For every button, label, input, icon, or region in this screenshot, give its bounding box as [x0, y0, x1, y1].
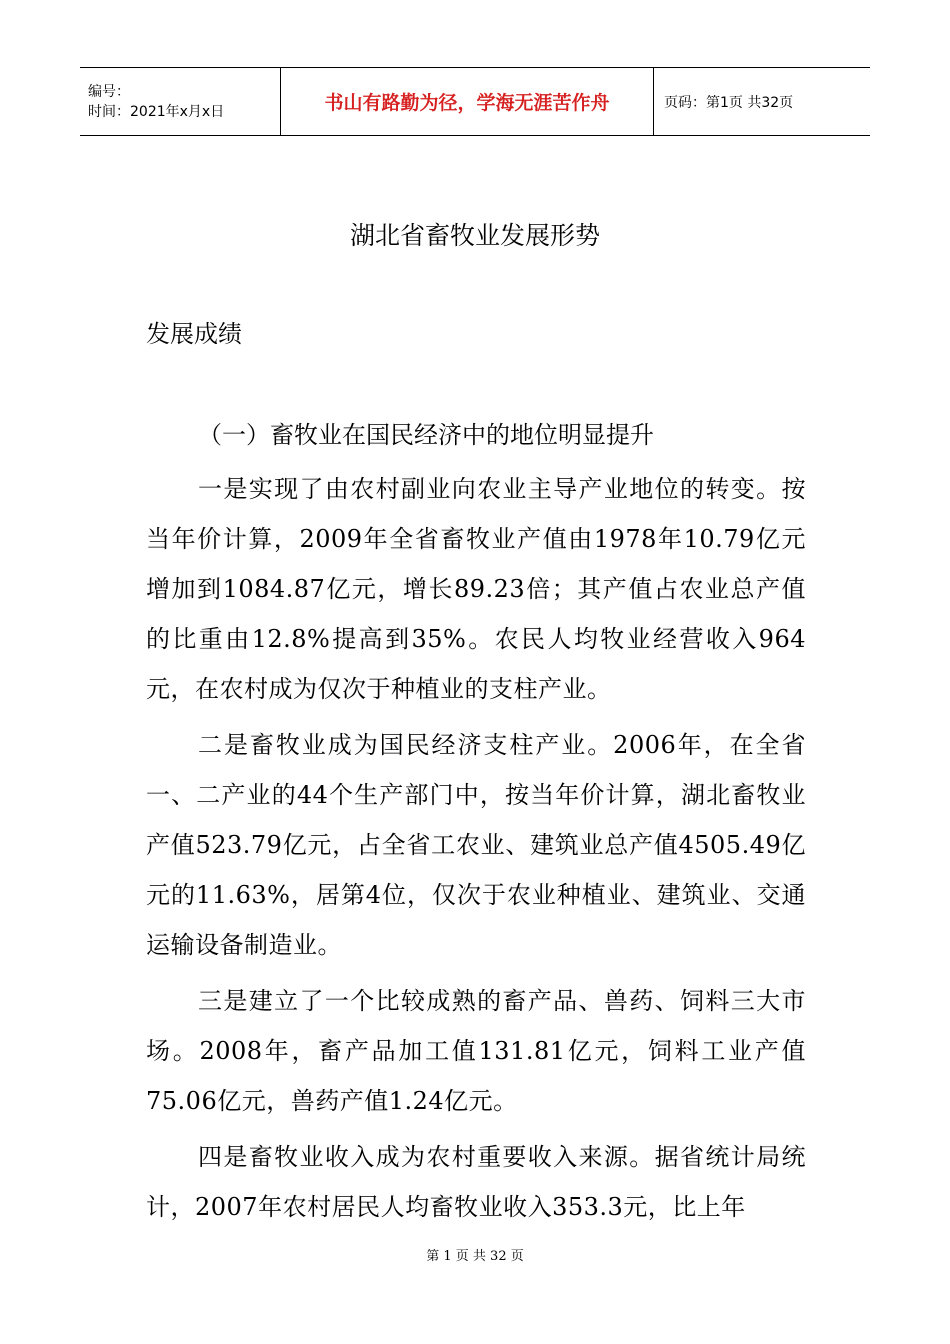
body-text [146, 464, 806, 1238]
header-page-info [654, 68, 870, 135]
paragraph-3: 三是建立了一个比较成熟的畜产品、兽药、饲料三大市场。2008年，畜产品加工值131.81亿元，饲料工业产值75.06亿元，兽药产值1.24亿元。 [146, 987, 806, 1115]
document-title: 湖北省畜牧业发展形势 [349, 221, 600, 250]
time-label: 时间：2021年x月x日 [88, 103, 225, 120]
header-meta [80, 68, 281, 135]
paragraph-2: 二是畜牧业成为国民经济支柱产业。2006年，在全省一、二产业的44个生产部门中，按当年价计算，湖北畜牧业产值523.79亿元，占全省工农业、建筑业总产值4505.49亿元的11.63%，居第4位，仅次于农业种植业、建筑业、交通运输设备制造业。 [146, 731, 806, 959]
sub-heading: （一）畜牧业在国民经济中的地位明显提升 [198, 421, 654, 449]
paragraph-1: 一是实现了由农村副业向农业主导产业地位的转变。按当年价计算，2009年全省畜牧业产值由1978年10.79亿元增加到1084.87亿元，增长89.23倍；其产值占农业总产值的比重由12.8%提高到35%。农民人均牧业经营收入964元，在农村成为仅次于种植业的支柱产业。 [146, 475, 806, 703]
section-heading: 发展成绩 [146, 320, 242, 348]
paragraph-4: 四是畜牧业收入成为农村重要收入来源。据省统计局统计，2007年农村居民人均畜牧业收入353.3元，比上年 [146, 1143, 806, 1221]
number-label: 编号： [88, 83, 130, 100]
page-footer: 第 1 页 共 32 页 [426, 1249, 524, 1264]
page-info-text: 页码：第1页 共32页 [664, 94, 794, 111]
header-motto [281, 68, 654, 135]
motto-text: 书山有路勤为径，学海无涯苦作舟 [324, 92, 610, 114]
page-header [80, 67, 870, 136]
